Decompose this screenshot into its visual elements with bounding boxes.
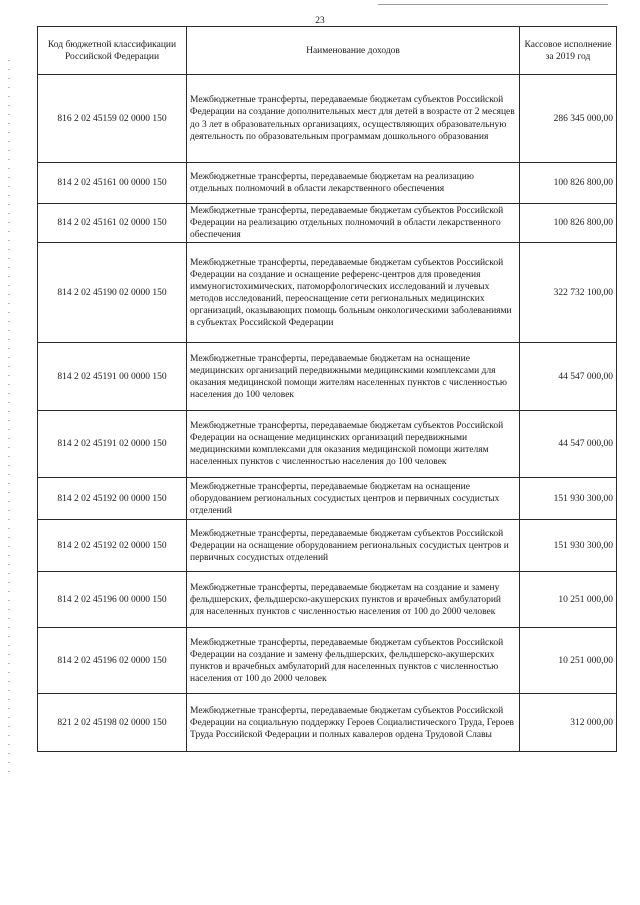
- row-code: 814 2 02 45191 02 0000 150: [38, 411, 187, 478]
- row-code: 814 2 02 45192 00 0000 150: [38, 478, 187, 520]
- row-code: 821 2 02 45198 02 0000 150: [38, 694, 187, 752]
- row-code: 814 2 02 45191 00 0000 150: [38, 343, 187, 411]
- table-row: [38, 204, 617, 243]
- table-row: [38, 520, 617, 572]
- row-name: Межбюджетные трансферты, передаваемые бюджетам на реализацию отдельных полномочий в области лекарственного обеспечения: [187, 163, 520, 204]
- row-code: 814 2 02 45196 02 0000 150: [38, 628, 187, 694]
- row-code: 814 2 02 45190 02 0000 150: [38, 243, 187, 343]
- row-name: Межбюджетные трансферты, передаваемые бюджетам субъектов Российской Федерации на оснащение оборудованием региональных сосудистых центров и первичных сосудистых отделений: [187, 520, 520, 572]
- row-amount: 100 826 800,00: [520, 204, 617, 243]
- row-amount: 151 930 300,00: [520, 520, 617, 572]
- row-code: 814 2 02 45161 00 0000 150: [38, 163, 187, 204]
- row-name: Межбюджетные трансферты, передаваемые бюджетам на оснащение оборудованием региональных сосудистых центров и первичных сосудистых отделений: [187, 478, 520, 520]
- revenue-table: [37, 26, 617, 752]
- row-amount: 322 732 100,00: [520, 243, 617, 343]
- table-row: [38, 478, 617, 520]
- row-name: Межбюджетные трансферты, передаваемые бюджетам субъектов Российской Федерации на реализацию отдельных полномочий в области лекарственного обеспечения: [187, 204, 520, 243]
- header-amount: Кассовое исполнение за 2019 год: [520, 27, 617, 75]
- table-row: [38, 163, 617, 204]
- row-amount: 10 251 000,00: [520, 572, 617, 628]
- table-row: [38, 572, 617, 628]
- binding-margin-dots: [8, 60, 10, 780]
- row-name: Межбюджетные трансферты, передаваемые бюджетам на оснащение медицинских организаций передвижными медицинскими комплексами для оказания медицинской помощи жителям населенных пунктов с численностью населения до 100 человек: [187, 343, 520, 411]
- table-row: [38, 411, 617, 478]
- table-header-row: [38, 27, 617, 75]
- row-code: 814 2 02 45192 02 0000 150: [38, 520, 187, 572]
- row-amount: 44 547 000,00: [520, 411, 617, 478]
- page-number: 23: [315, 16, 325, 26]
- row-amount: 10 251 000,00: [520, 628, 617, 694]
- row-code: 814 2 02 45196 00 0000 150: [38, 572, 187, 628]
- table-row: [38, 694, 617, 752]
- table-row: [38, 75, 617, 163]
- row-name: Межбюджетные трансферты, передаваемые бюджетам субъектов Российской Федерации на оснащение медицинских организаций передвижными медицинскими комплексами для оказания медицинской помощи жителям населенных пунктов с численностью населения до 100 человек: [187, 411, 520, 478]
- row-amount: 44 547 000,00: [520, 343, 617, 411]
- row-name: Межбюджетные трансферты, передаваемые бюджетам субъектов Российской Федерации на социальную поддержку Героев Социалистического Труда, Героев Труда Российской Федерации и полных кавалеров ордена Трудовой Славы: [187, 694, 520, 752]
- row-name: Межбюджетные трансферты, передаваемые бюджетам субъектов Российской Федерации на создание дополнительных мест для детей в возрасте от 2 месяцев до 3 лет в образовательных организациях, осуществляющих образовательную деятельность по образовательным программам дошкольного образования: [187, 75, 520, 163]
- row-amount: 312 000,00: [520, 694, 617, 752]
- row-amount: 151 930 300,00: [520, 478, 617, 520]
- header-code: Код бюджетной классификации Российской Федерации: [38, 27, 187, 75]
- row-name: Межбюджетные трансферты, передаваемые бюджетам субъектов Российской Федерации на создание и оснащение референс-центров для проведения иммуногистохимических, патоморфологических исследований и лучевых методов исследований, переоснащение сети региональных медицинских организаций, оказывающих помощь больным онкологическими заболеваниями в субъектах Российской Федерации: [187, 243, 520, 343]
- row-code: 814 2 02 45161 02 0000 150: [38, 204, 187, 243]
- row-code: 816 2 02 45159 02 0000 150: [38, 75, 187, 163]
- row-name: Межбюджетные трансферты, передаваемые бюджетам на создание и замену фельдшерских, фельдшерско-акушерских пунктов и врачебных амбулаторий для населенных пунктов с численностью населения от 100 до 2000 человек: [187, 572, 520, 628]
- table-row: [38, 628, 617, 694]
- header-name: Наименование доходов: [187, 27, 520, 75]
- top-rule: [378, 4, 608, 5]
- table-row: [38, 343, 617, 411]
- row-amount: 100 826 800,00: [520, 163, 617, 204]
- row-amount: 286 345 000,00: [520, 75, 617, 163]
- row-name: Межбюджетные трансферты, передаваемые бюджетам субъектов Российской Федерации на создание и замену фельдшерских, фельдшерско-акушерских пунктов и врачебных амбулаторий для населенных пунктов с численностью населения от 100 до 2000 человек: [187, 628, 520, 694]
- table-row: [38, 243, 617, 343]
